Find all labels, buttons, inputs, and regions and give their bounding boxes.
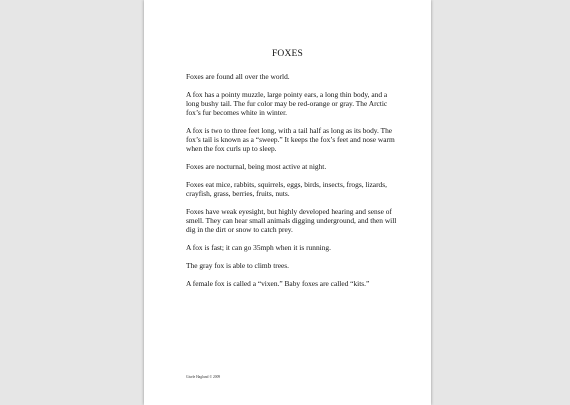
paragraph-3: A fox is two to three feet long, with a tail half as long as its body. The fox’s tail is known as a “sweep.” It keeps the fox’s feet and nose warm when the fox curls up to sleep.: [186, 126, 395, 154]
paragraph-9: A female fox is called a “vixen.” Baby foxes are called “kits.”: [186, 278, 370, 288]
copyright-footer: Gisele Haglund © 2009: [186, 375, 221, 379]
paragraph-4: Foxes are nocturnal, being most active at night.: [186, 162, 327, 172]
paragraph-6: Foxes have weak eyesight, but highly developed hearing and sense of smell. They can hear small animals digging underground, and then will dig in the dirt or snow to catch prey.: [186, 207, 397, 235]
document-body: [186, 72, 401, 297]
paragraph-8: The gray fox is able to climb trees.: [186, 261, 290, 270]
paragraph-5: Foxes eat mice, rabbits, squirrels, eggs, birds, insects, frogs, lizards, crayfish, grass, berries, fruits, nuts.: [186, 180, 387, 199]
page-title: FOXES: [271, 49, 304, 59]
paragraph-7: A fox is fast; it can go 35mph when it is running.: [186, 243, 331, 253]
paragraph-1: Foxes are found all over the world.: [186, 72, 290, 81]
paragraph-2: A fox has a pointy muzzle, large pointy ears, a long thin body, and a long bushy tail. The fur color may be red-orange or gray. The Arctic fox’s fur becomes white in winter.: [186, 89, 388, 118]
document-page: [144, 0, 431, 405]
